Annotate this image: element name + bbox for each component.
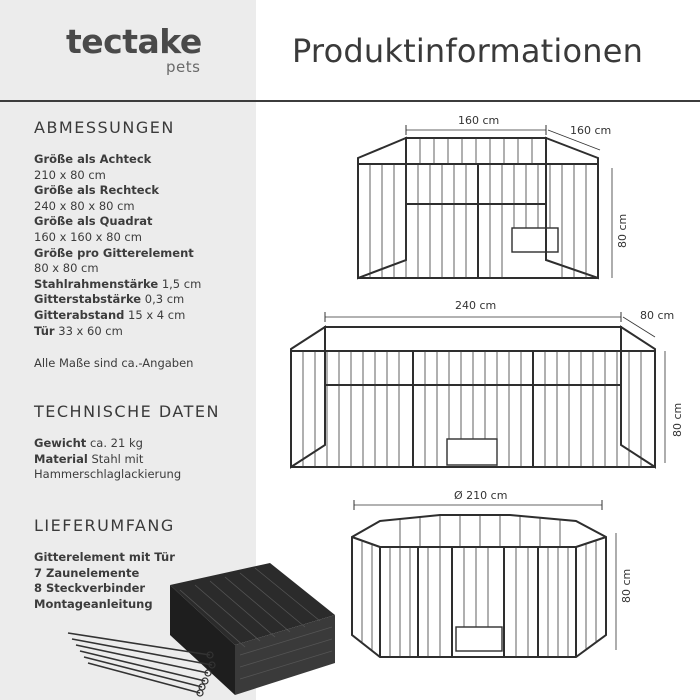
frame-thickness: Stahlrahmenstärke 1,5 cm — [34, 276, 202, 291]
dimensions-heading: ABMESSUNGEN — [34, 118, 175, 137]
technical-heading: TECHNISCHE DATEN — [34, 402, 220, 421]
scope-item: Montageanleitung — [34, 596, 153, 611]
octagon-dimensions — [354, 489, 633, 650]
dimensions-list — [34, 152, 254, 339]
technical-list — [34, 436, 234, 483]
square-height-label: 80 cm — [616, 213, 629, 248]
weight: Gewicht ca. 21 kg — [34, 436, 143, 450]
bar-spacing: Gitterabstand 15 x 4 cm — [34, 307, 186, 322]
rectangle-height-label: 80 cm — [671, 402, 684, 437]
dim-element-value: 80 x 80 cm — [34, 261, 99, 276]
package-illustration — [60, 555, 335, 700]
square-enclosure-diagram — [350, 110, 650, 290]
scope-heading: LIEFERUMFANG — [34, 516, 175, 535]
bar-thickness: Gitterstabstärke 0,3 cm — [34, 292, 185, 307]
dimensions-note: Alle Maße sind ca.-Angaben — [34, 356, 194, 370]
dim-octagon-label: Größe als Achteck — [34, 152, 152, 166]
dim-element-label: Größe pro Gitterelement — [34, 245, 194, 260]
door-size: Tür 33 x 60 cm — [34, 323, 123, 338]
scope-item: 7 Zaunelemente — [34, 565, 140, 580]
octagon-diameter-label: Ø 210 cm — [454, 489, 508, 502]
dim-square-label: Größe als Quadrat — [34, 214, 153, 229]
dim-rectangle-value: 240 x 80 x 80 cm — [34, 198, 135, 213]
rectangle-width-label: 240 cm — [455, 299, 497, 312]
rectangle-enclosure-diagram — [285, 295, 695, 475]
brand-sub: pets — [166, 58, 201, 76]
header-divider — [0, 100, 700, 102]
material: Material Stahl mit Hammerschlaglackierung — [34, 451, 182, 482]
brand-name: tectake — [66, 22, 202, 61]
square-width-label: 160 cm — [458, 114, 500, 127]
rectangle-bars — [303, 351, 641, 467]
page-title: Produktinformationen — [292, 32, 644, 70]
octagon-enclosure-diagram — [340, 485, 640, 670]
octagon-height-label: 80 cm — [620, 568, 633, 603]
scope-item: Gitterelement mit Tür — [34, 550, 175, 564]
stacked-panels-icon — [170, 563, 335, 695]
rectangle-dimensions — [325, 299, 684, 463]
dim-square-value: 160 x 160 x 80 cm — [34, 229, 142, 244]
dim-octagon-value: 210 x 80 cm — [34, 167, 106, 182]
octagon-bars — [362, 515, 596, 657]
scope-item: 8 Steckverbinder — [34, 581, 146, 596]
dim-rectangle-label: Größe als Rechteck — [34, 183, 160, 198]
rectangle-depth-label: 80 cm — [640, 309, 675, 322]
brand-logo — [66, 22, 206, 76]
square-depth-label: 160 cm — [570, 124, 612, 137]
